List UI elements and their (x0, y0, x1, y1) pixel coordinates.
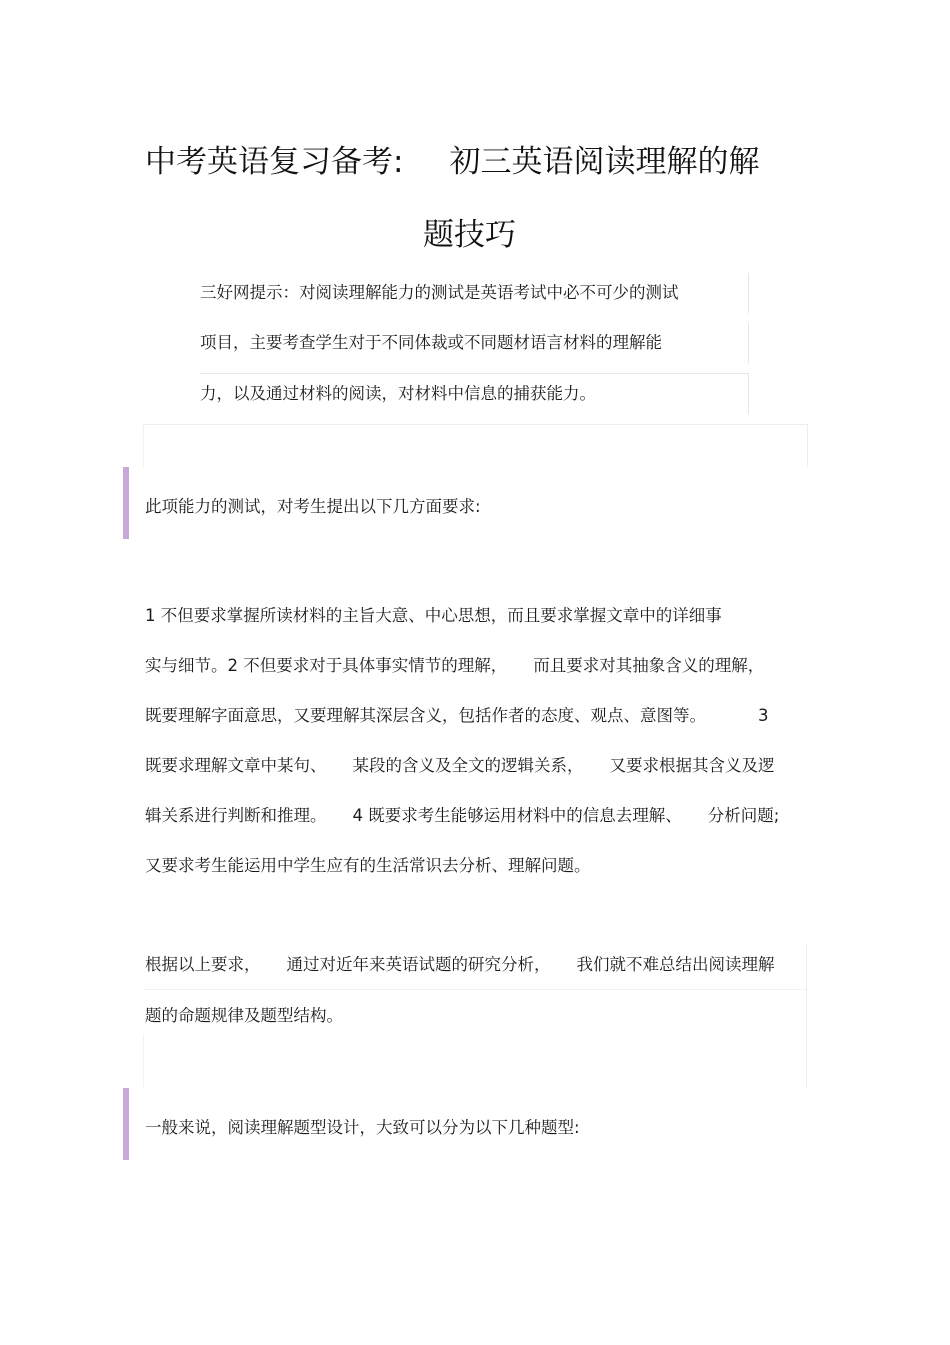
table-edge (143, 1035, 144, 1087)
requirement-line-3 (145, 701, 769, 731)
title-line-1 (145, 144, 759, 180)
table-divider (143, 989, 806, 990)
text-run: 既要求理解文章中某句、 (145, 756, 327, 775)
title-part-1: 中考英语复习备考: (145, 144, 404, 180)
text-run: 某段的含义及全文的逻辑关系， (352, 756, 584, 775)
blockquote-text: 此项能力的测试，对考生提出以下几方面要求: (145, 497, 481, 516)
requirement-line-5 (145, 801, 779, 831)
blockquote-question-types (123, 1088, 789, 1160)
requirement-line-1 (145, 601, 722, 631)
blockquote-text: 一般来说，阅读理解题型设计，大致可以分为以下几种题型: (145, 1118, 580, 1137)
text-run: 我们就不难总结出阅读理解 (576, 955, 775, 974)
requirement-line-4 (145, 751, 775, 781)
title-part-2: 初三英语阅读理解的解 (449, 144, 760, 180)
analysis-line-2: 题的命题规律及题型结构。 (145, 1006, 343, 1025)
text-run: 通过对近年来英语试题的研究分析， (286, 955, 551, 974)
text-run: 又要求考生能运用中学生应有的生活常识去分析、理解问题。 (145, 856, 591, 875)
blockquote-requirements (123, 467, 789, 539)
text-run: 又要求根据其含义及逻 (609, 756, 775, 775)
tip-line-3: 力，以及通过材料的阅读，对材料中信息的捕获能力。 (200, 373, 749, 414)
tip-line-2: 项目，主要考查学生对于不同体裁或不同题材语言材料的理解能 (200, 323, 749, 363)
text-run: 而且要求对其抽象含义的理解， (533, 656, 765, 675)
text-run: 4 既要求考生能够运用材料中的信息去理解、 (352, 806, 682, 825)
text-run: 1 不但要求掌握所读材料的主旨大意、中心思想，而且要求掌握文章中的详细事 (145, 606, 722, 625)
requirement-line-6 (145, 851, 591, 881)
document-title (145, 140, 805, 253)
requirement-line-2 (145, 651, 764, 681)
text-run: 实与细节。2 不但要求对于具体事实情节的理解， (145, 656, 508, 675)
analysis-line-1 (145, 949, 775, 981)
text-run: 辑关系进行判断和推理。 (145, 806, 327, 825)
analysis-table (143, 945, 807, 1087)
title-line-2: 题技巧 (423, 217, 516, 253)
text-run: 根据以上要求， (145, 955, 261, 974)
text-run: 分析问题; (707, 806, 780, 825)
tip-line-1: 三好网提示：对阅读理解能力的测试是英语考试中必不可少的测试 (200, 273, 749, 313)
empty-table-cell (143, 424, 808, 467)
text-run: 既要理解字面意思，又要理解其深层含义，包括作者的态度、观点、意图等。 (145, 706, 706, 725)
text-run: 3 (758, 706, 769, 725)
